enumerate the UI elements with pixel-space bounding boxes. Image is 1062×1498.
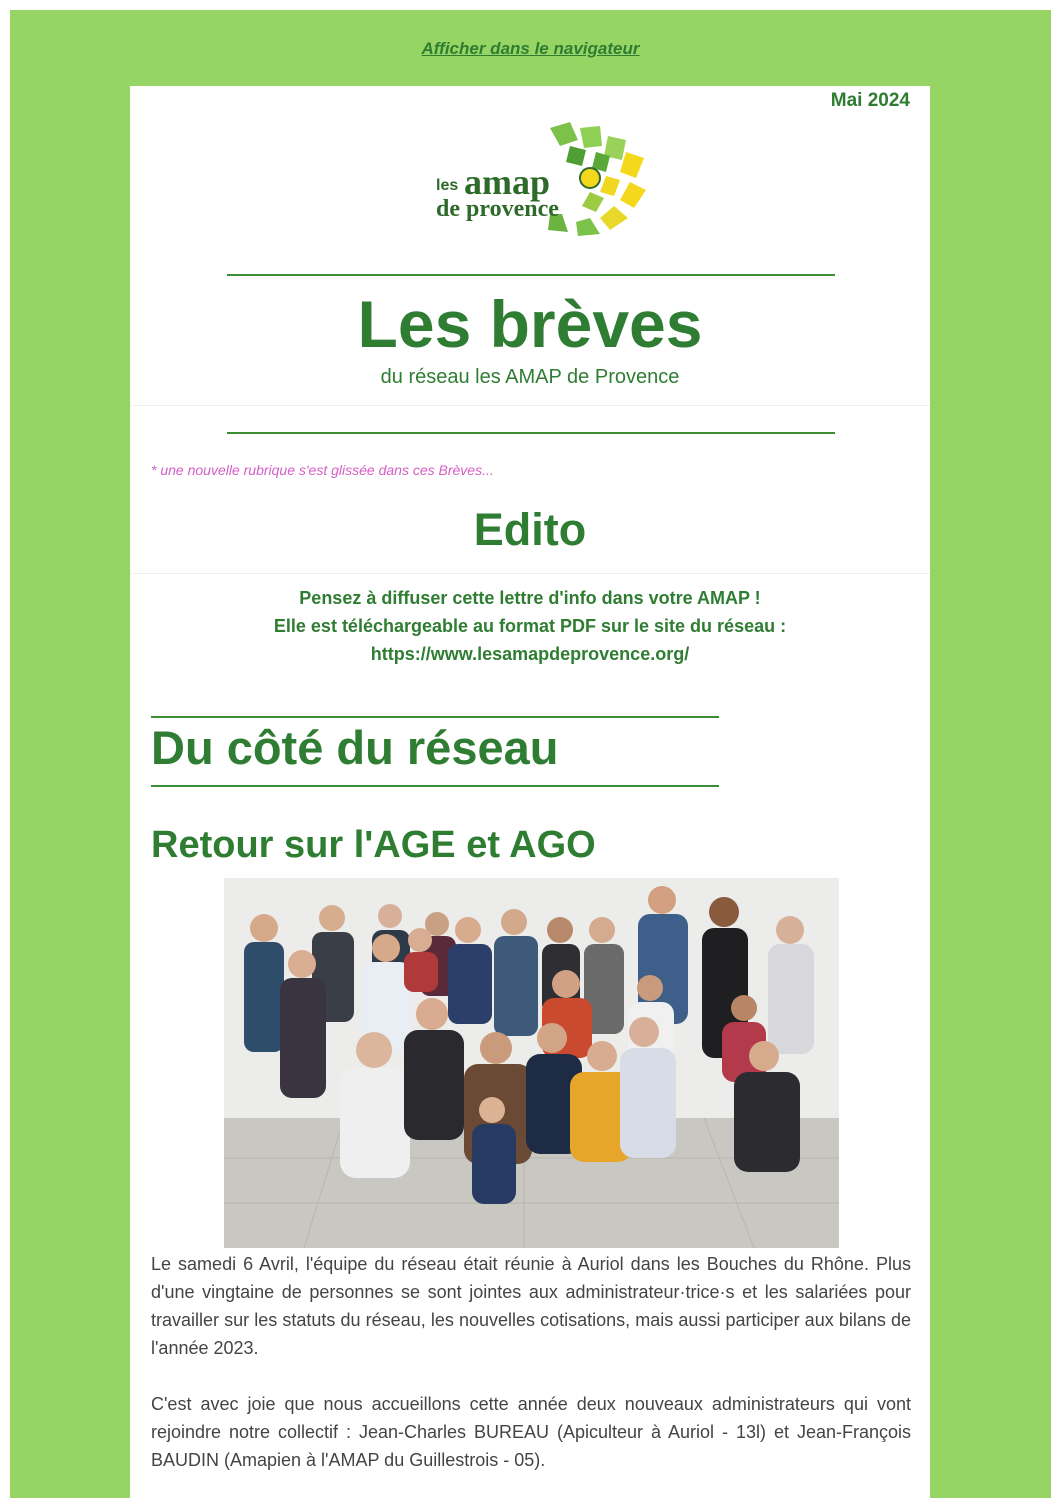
view-in-browser-link[interactable]: Afficher dans le navigateur bbox=[421, 39, 640, 58]
article-heading: Retour sur l'AGE et AGO bbox=[151, 824, 596, 866]
amap-provence-logo bbox=[430, 122, 650, 238]
section-heading: Du côté du réseau bbox=[151, 721, 559, 774]
edito-heading: Edito bbox=[473, 504, 587, 555]
edito-message bbox=[130, 584, 930, 668]
logo-flower-icon bbox=[548, 122, 646, 236]
newsletter-card bbox=[130, 86, 930, 1498]
article-paragraph: Le samedi 6 Avril, l'équipe du réseau était réunie à Auriol dans les Bouches du Rhône. Plus d'une vingtaine de personnes se sont jointes aux administrateur·trice·s et les salariées pour travailler sur les statuts du réseau, les nouvelles cotisations, mais aussi participer aux bilans de l'année 2023. bbox=[151, 1254, 911, 1358]
edito-line: Elle est téléchargeable au format PDF sur le site du réseau : bbox=[273, 616, 787, 636]
newsletter-title: Les brèves bbox=[357, 287, 703, 361]
section-bottom-rule bbox=[151, 785, 719, 787]
svg-text:les: les bbox=[436, 177, 459, 194]
masthead-top-rule bbox=[227, 274, 835, 276]
newsletter-frame bbox=[10, 10, 1051, 1498]
newsletter-subtitle: du réseau les AMAP de Provence bbox=[380, 366, 680, 388]
group-photo bbox=[224, 878, 839, 1248]
issue-date: Mai 2024 bbox=[830, 90, 910, 111]
svg-text:amap: amap bbox=[464, 162, 551, 202]
separator bbox=[130, 405, 930, 406]
new-section-note: * une nouvelle rubrique s'est glissée dans ces Brèves... bbox=[151, 462, 494, 478]
article-paragraph: C'est avec joie que nous accueillons cette année deux nouveaux administrateurs qui vont rejoindre notre collectif : Jean-Charles BUREAU (Apiculteur à Auriol - 13l) et Jean-François BAUDIN (Amapien à l'AMAP du Guillestrois - 05). bbox=[151, 1394, 911, 1470]
edito-line: Pensez à diffuser cette lettre d'info dans votre AMAP ! bbox=[299, 588, 761, 608]
edito-website-link[interactable]: https://www.lesamapdeprovence.org/ bbox=[370, 644, 690, 664]
masthead-bottom-rule bbox=[227, 432, 835, 434]
separator bbox=[130, 573, 930, 574]
svg-text:de provence: de provence bbox=[436, 196, 559, 222]
